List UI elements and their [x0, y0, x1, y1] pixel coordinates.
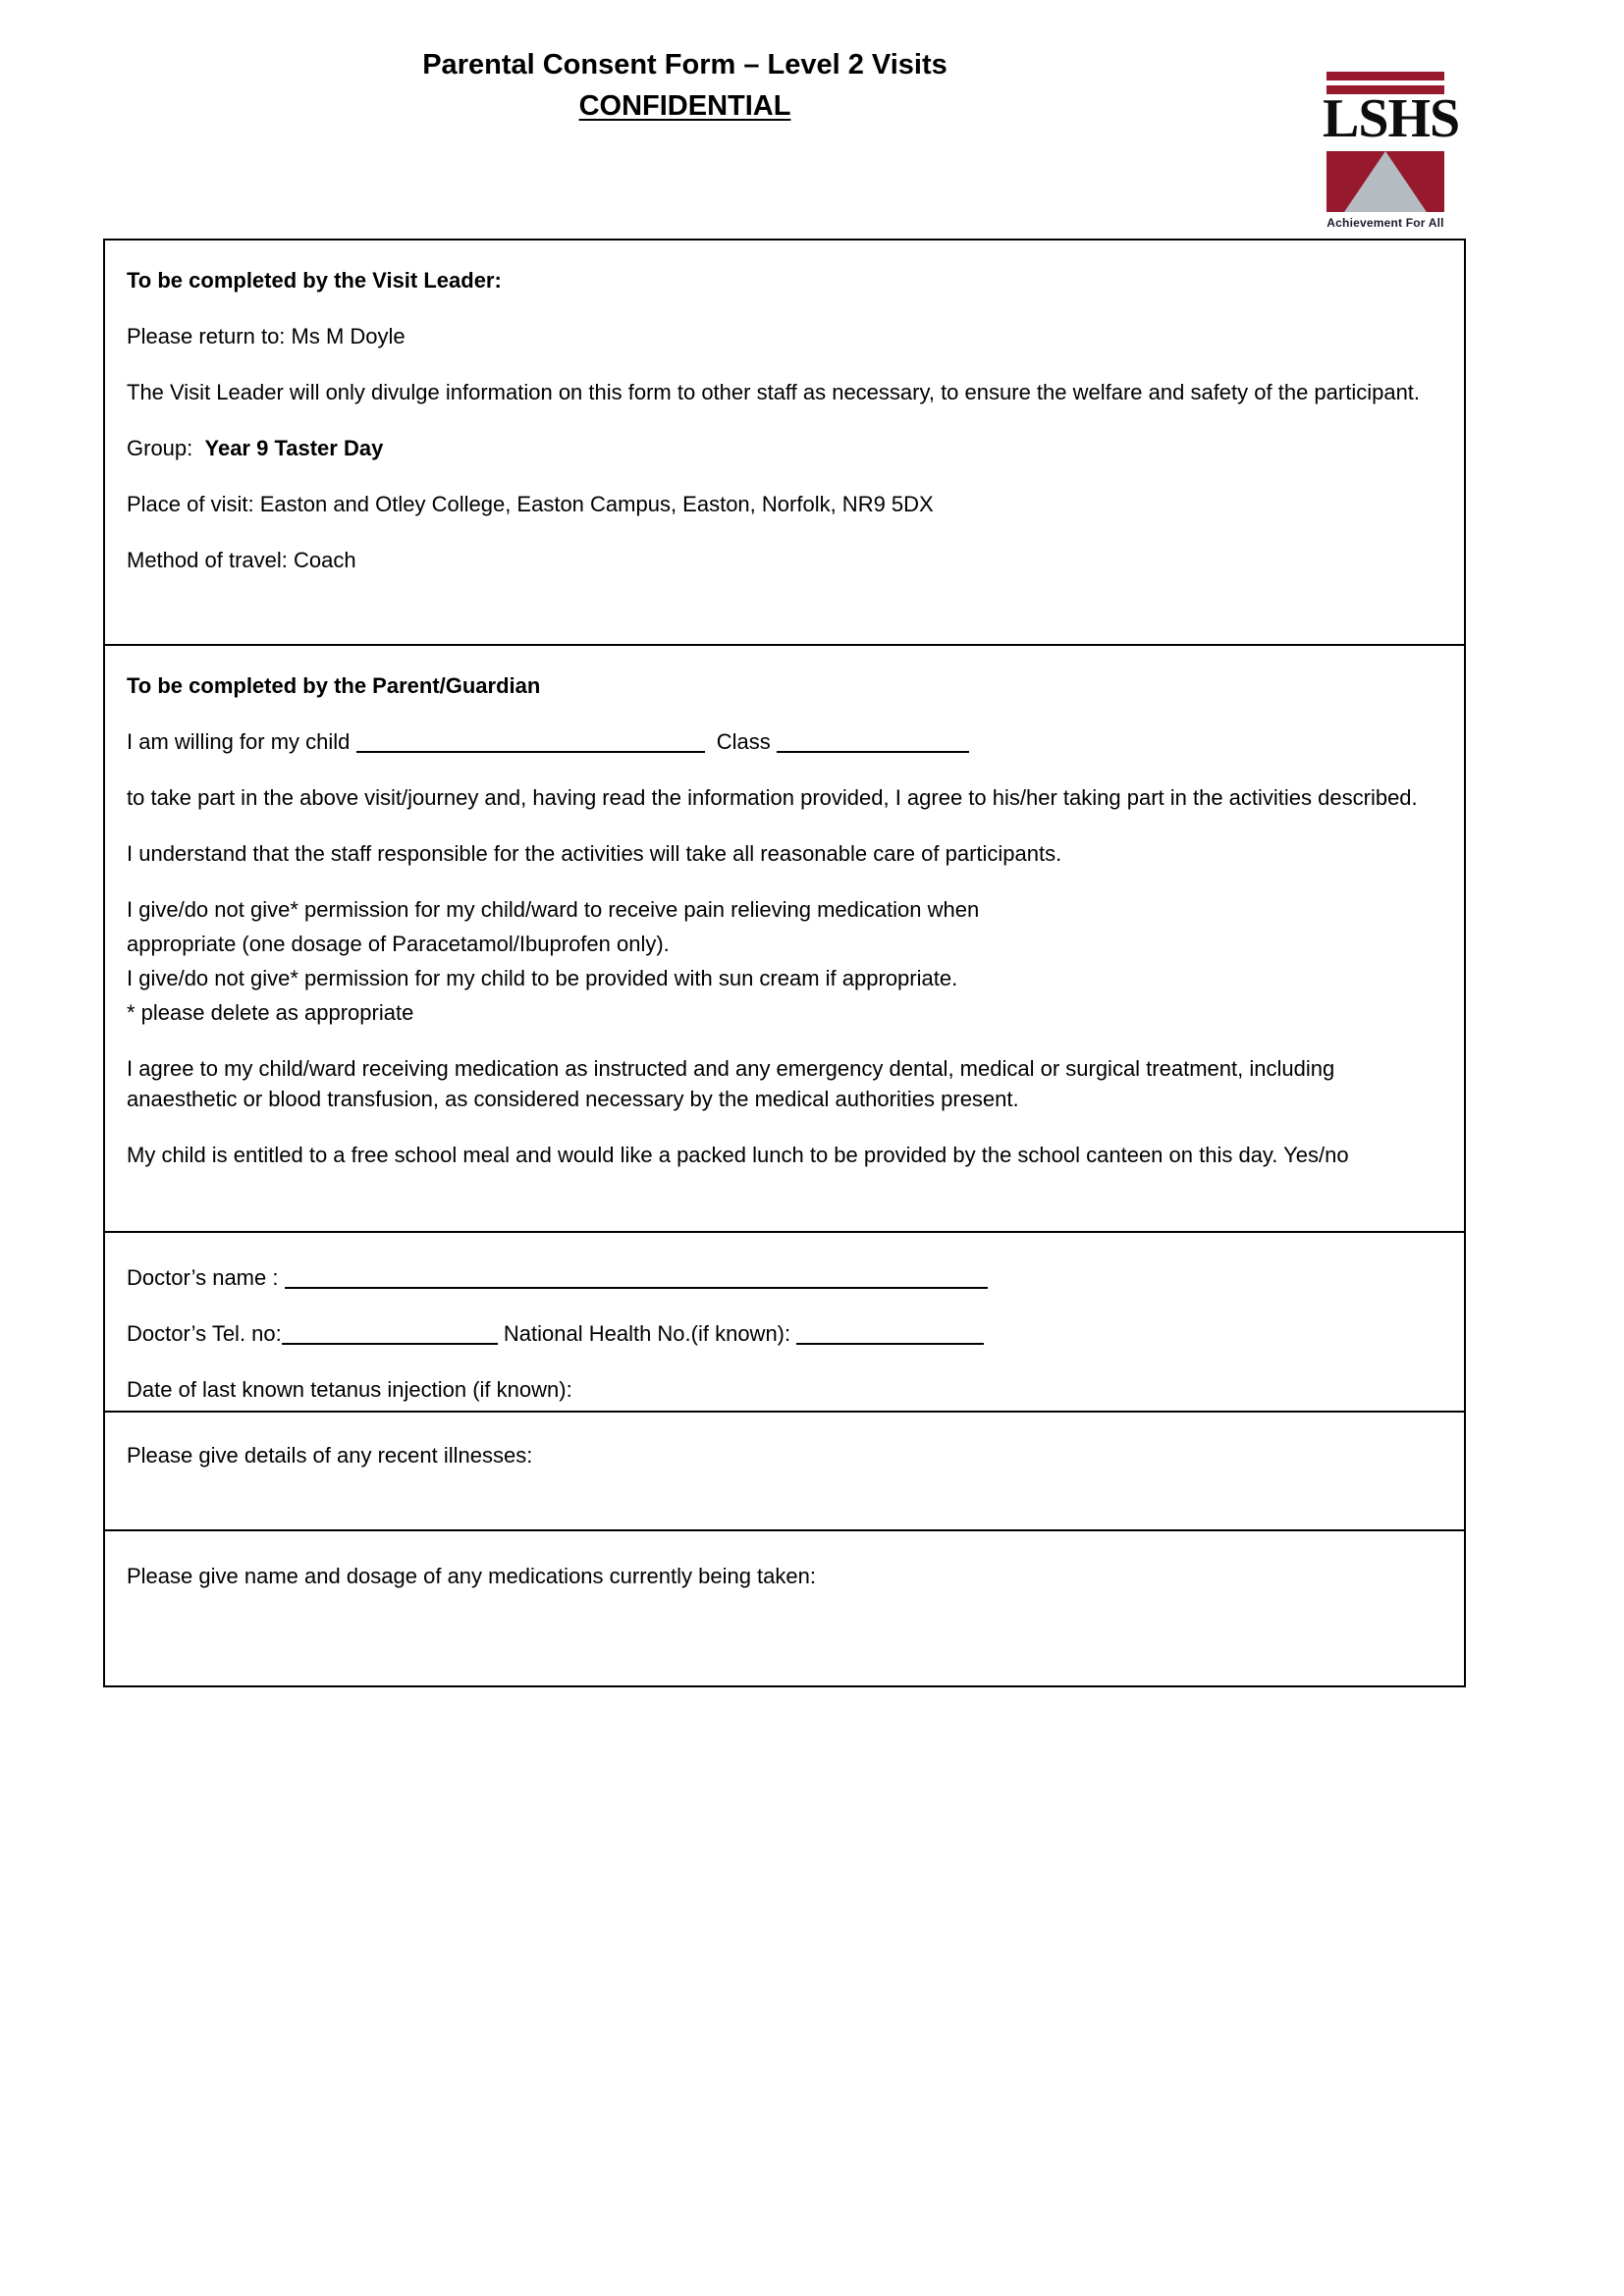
logo-tagline: Achievement For All [1326, 216, 1444, 230]
doctor-name-label: Doctor’s name : [127, 1265, 279, 1290]
current-medications-label: Please give name and dosage of any medications currently being taken: [127, 1564, 816, 1588]
page-header [0, 47, 1624, 230]
group-label: Group: [127, 436, 193, 460]
doctor-name-row [127, 1262, 1442, 1293]
return-to-text: Please return to: Ms M Doyle [127, 324, 406, 348]
consent-form-table [103, 239, 1466, 1687]
doctor-details-section [105, 1233, 1464, 1413]
take-part-text: to take part in the above visit/journey and, having read the information provided, I agree to his/her taking part in the activities described. [127, 785, 1418, 810]
willing-prefix-label: I am willing for my child [127, 729, 351, 754]
doctor-tel-field[interactable] [282, 1325, 498, 1345]
child-name-row [127, 726, 1442, 757]
nhs-number-label: National Health No.(if known): [503, 1321, 791, 1346]
doctor-tel-label: Doctor’s Tel. no: [127, 1321, 282, 1346]
emergency-treatment-text: I agree to my child/ward receiving medication as instructed and any emergency dental, medical or surgical treatment, including anaesthetic or blood transfusion, as considered necessary by the medical authorities present. [127, 1056, 1335, 1111]
child-name-field[interactable] [356, 733, 705, 753]
group-value: Year 9 Taster Day [204, 436, 384, 460]
reasonable-care-text: I understand that the staff responsible for the activities will take all reasonable care of participants. [127, 841, 1062, 866]
recent-illnesses-section[interactable] [105, 1413, 1464, 1531]
class-label: Class [716, 729, 771, 754]
parent-guardian-section [105, 646, 1464, 1233]
tetanus-date-label: Date of last known tetanus injection (if known): [127, 1377, 572, 1402]
divulge-note-text: The Visit Leader will only divulge information on this form to other staff as necessary, to ensure the welfare and safety of the participant. [127, 380, 1421, 404]
page-title: Parental Consent Form – Level 2 Visits [422, 49, 947, 80]
medication-permission-line1: I give/do not give* permission for my child/ward to receive pain relieving medication when [127, 897, 980, 922]
logo-bar-top-icon [1326, 72, 1444, 80]
class-field[interactable] [777, 733, 969, 753]
free-school-meal-text: My child is entitled to a free school meal and would like a packed lunch to be provided by the school canteen on this day. Yes/no [127, 1143, 1349, 1167]
nhs-number-field[interactable] [796, 1325, 984, 1345]
place-of-visit-text: Place of visit: Easton and Otley College, Easton Campus, Easton, Norfolk, NR9 5DX [127, 492, 934, 516]
doctor-tel-row [127, 1318, 1442, 1349]
method-of-travel-text: Method of travel: Coach [127, 548, 356, 572]
delete-as-appropriate-note: * please delete as appropriate [127, 1000, 414, 1025]
medication-permission-line2: appropriate (one dosage of Paracetamol/Ibuprofen only). [127, 932, 670, 956]
visit-leader-section [105, 240, 1464, 646]
visit-leader-heading: To be completed by the Visit Leader: [127, 268, 502, 293]
logo-chevron-icon [1326, 151, 1444, 212]
parent-guardian-heading: To be completed by the Parent/Guardian [127, 673, 541, 698]
confidential-label: CONFIDENTIAL [578, 90, 791, 122]
logo-wordmark: LSHS [1323, 88, 1460, 149]
recent-illnesses-label: Please give details of any recent illnesses: [127, 1443, 533, 1468]
doctor-name-field[interactable] [285, 1269, 988, 1289]
suncream-permission-text: I give/do not give* permission for my child to be provided with sun cream if appropriate. [127, 966, 958, 990]
current-medications-section[interactable] [105, 1531, 1464, 1685]
lshs-logo [1323, 69, 1460, 230]
title-block [103, 47, 1267, 124]
group-row [127, 433, 1442, 463]
